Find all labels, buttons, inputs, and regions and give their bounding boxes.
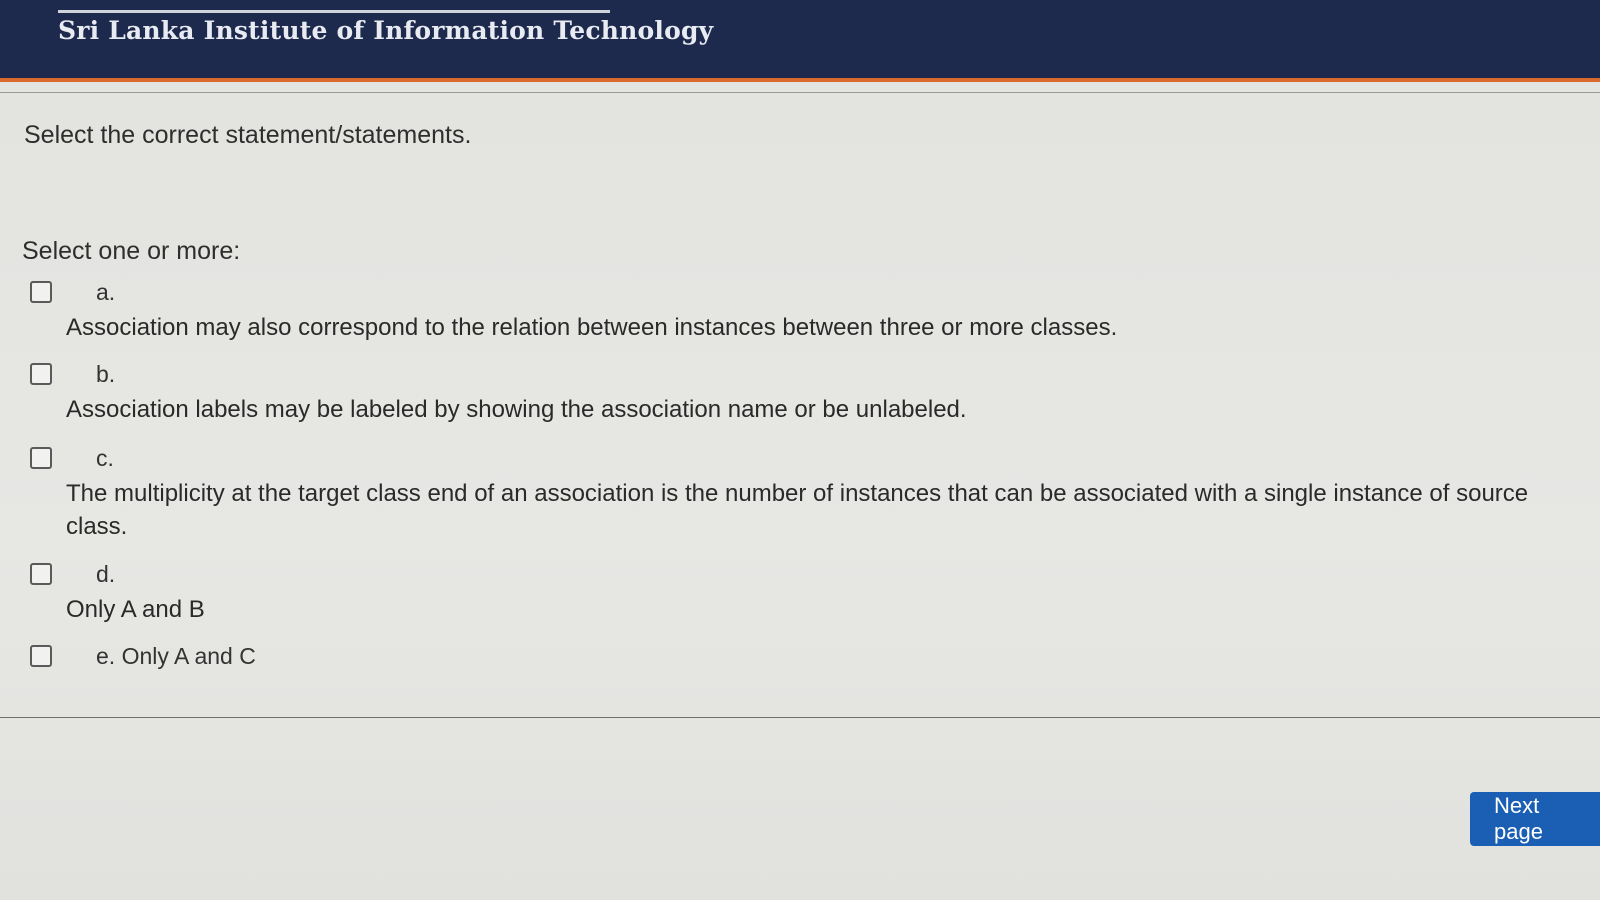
checkbox-option-b[interactable] [30, 363, 52, 385]
option-letter: d. [96, 561, 116, 587]
header-divider [58, 10, 610, 13]
option-text[interactable]: Association may also correspond to the relation between instances between three or more classes. [66, 314, 1118, 341]
option-letter[interactable]: e. Only A and C [96, 643, 256, 669]
checkbox-option-c[interactable] [30, 447, 52, 469]
option-text[interactable]: The multiplicity at the target class end of an association is the number of instances that can be associated with a single instance of source class. [66, 480, 1529, 540]
next-page-button[interactable]: Next page [1470, 792, 1600, 846]
option-letter: b. [96, 361, 116, 387]
site-header [0, 0, 1600, 82]
answer-instruction: Select one or more: [22, 237, 241, 265]
checkbox-option-a[interactable] [30, 281, 52, 303]
option-text[interactable]: Only A and B [66, 596, 205, 623]
checkbox-option-d[interactable] [30, 563, 52, 585]
option-letter: c. [96, 445, 114, 471]
option-text[interactable]: Association labels may be labeled by showing the association name or be unlabeled. [66, 396, 967, 423]
checkbox-option-e[interactable] [30, 645, 52, 667]
institution-name: Sri Lanka Institute of Information Technology [58, 16, 714, 45]
question-card [0, 92, 1600, 718]
question-prompt: Select the correct statement/statements. [24, 121, 472, 149]
option-letter: a. [96, 279, 116, 305]
